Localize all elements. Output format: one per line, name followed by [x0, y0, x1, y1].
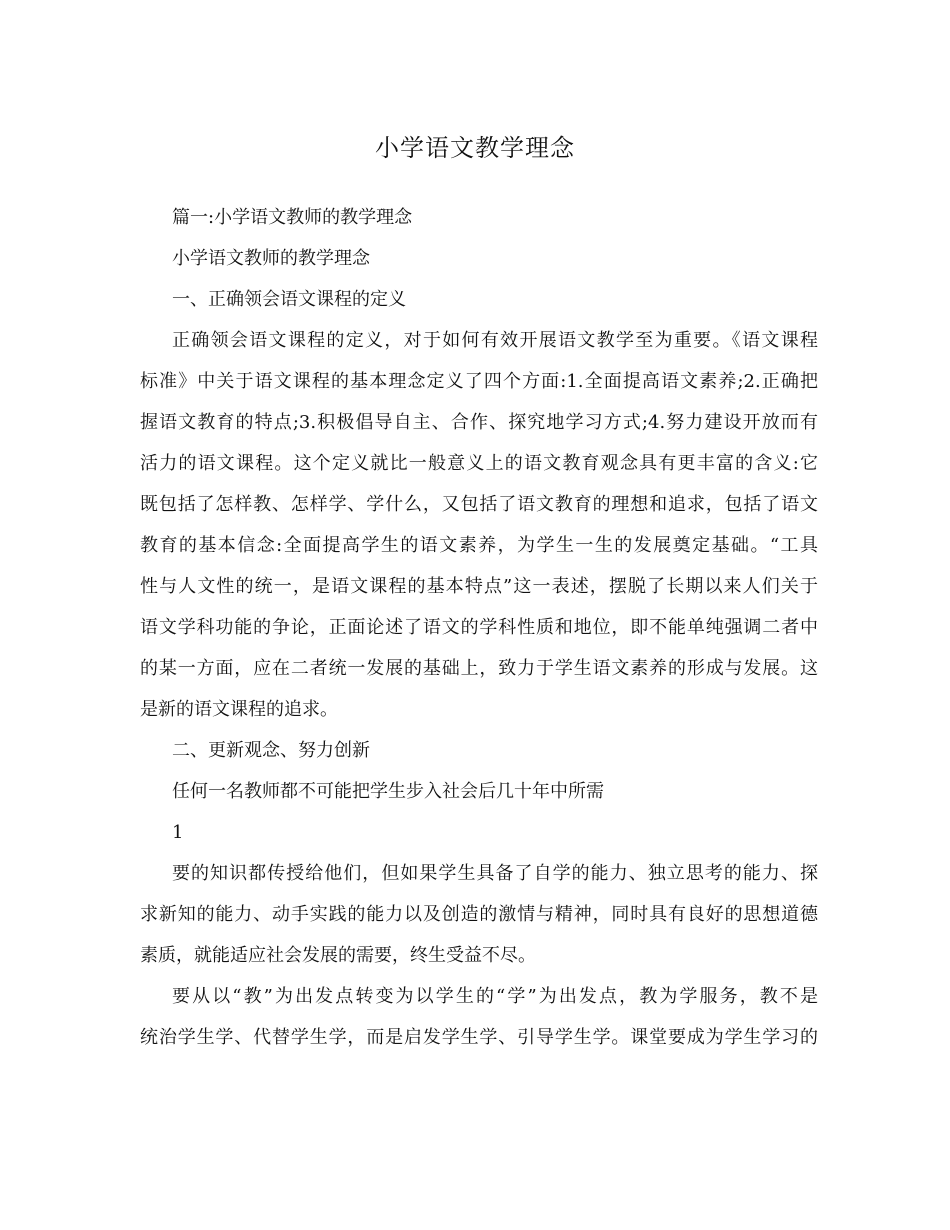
paragraph-line: 性与人文性的统一，是语文课程的基本特点”这一表述，摆脱了长期以来人们关于: [140, 576, 818, 597]
paragraph-line: 语文学科功能的争论，正面论述了语文的学科性质和地位，即不能单纯强调二者中: [140, 617, 818, 638]
document-body: [140, 197, 818, 1058]
paragraph: [140, 320, 818, 730]
paragraph-line: 统治学生学、代替学生学，而是启发学生学、引导学生学。课堂要成为学生学习的: [140, 1027, 818, 1048]
paragraph-line: 正确领会语文课程的定义，对于如何有效开展语文教学至为重要。《语文课程: [172, 330, 818, 351]
paragraph-line: 要的知识都传授给他们，但如果学生具备了自学的能力、独立思考的能力、探: [172, 863, 818, 884]
section-heading: 一、正确领会语文课程的定义: [172, 289, 406, 310]
page-number: 1: [172, 822, 184, 843]
paragraph-line: 的某一方面，应在二者统一发展的基础上，致力于学生语文素养的形成与发展。这: [140, 658, 818, 679]
section-heading: 篇一:小学语文教师的教学理念: [172, 207, 413, 228]
paragraph: [140, 976, 818, 1058]
paragraph-line: 活力的语文课程。这个定义就比一般意义上的语文教育观念具有更丰富的含义:它: [140, 453, 818, 474]
section-heading: 二、更新观念、努力创新: [172, 740, 370, 761]
paragraph-line: 标准》中关于语文课程的基本理念定义了四个方面:1.全面提高语文素养;2.正确把: [140, 371, 818, 392]
paragraph-line: 握语文教育的特点;3.积极倡导自主、合作、探究地学习方式;4.努力建设开放而有: [140, 412, 818, 433]
paragraph-line: 求新知的能力、动手实践的能力以及创造的激情与精神，同时具有良好的思想道德: [140, 904, 818, 925]
paragraph-line: 教育的基本信念:全面提高学生的语文素养，为学生一生的发展奠定基础。“工具: [140, 535, 818, 556]
document-title: 小学语文教学理念: [375, 134, 575, 162]
paragraph-line: 是新的语文课程的追求。: [140, 699, 338, 720]
paragraph-line: 既包括了怎样教、怎样学、学什么，又包括了语文教育的理想和追求，包括了语文: [140, 494, 818, 515]
paragraph-line: 任何一名教师都不可能把学生步入社会后几十年中所需: [172, 781, 604, 802]
paragraph: [140, 853, 818, 976]
subtitle: 小学语文教师的教学理念: [172, 248, 370, 269]
paragraph-line: 素质，就能适应社会发展的需要，终生受益不尽。: [140, 945, 536, 966]
paragraph-line: 要从以“教”为出发点转变为以学生的“学”为出发点，教为学服务，教不是: [172, 986, 818, 1007]
